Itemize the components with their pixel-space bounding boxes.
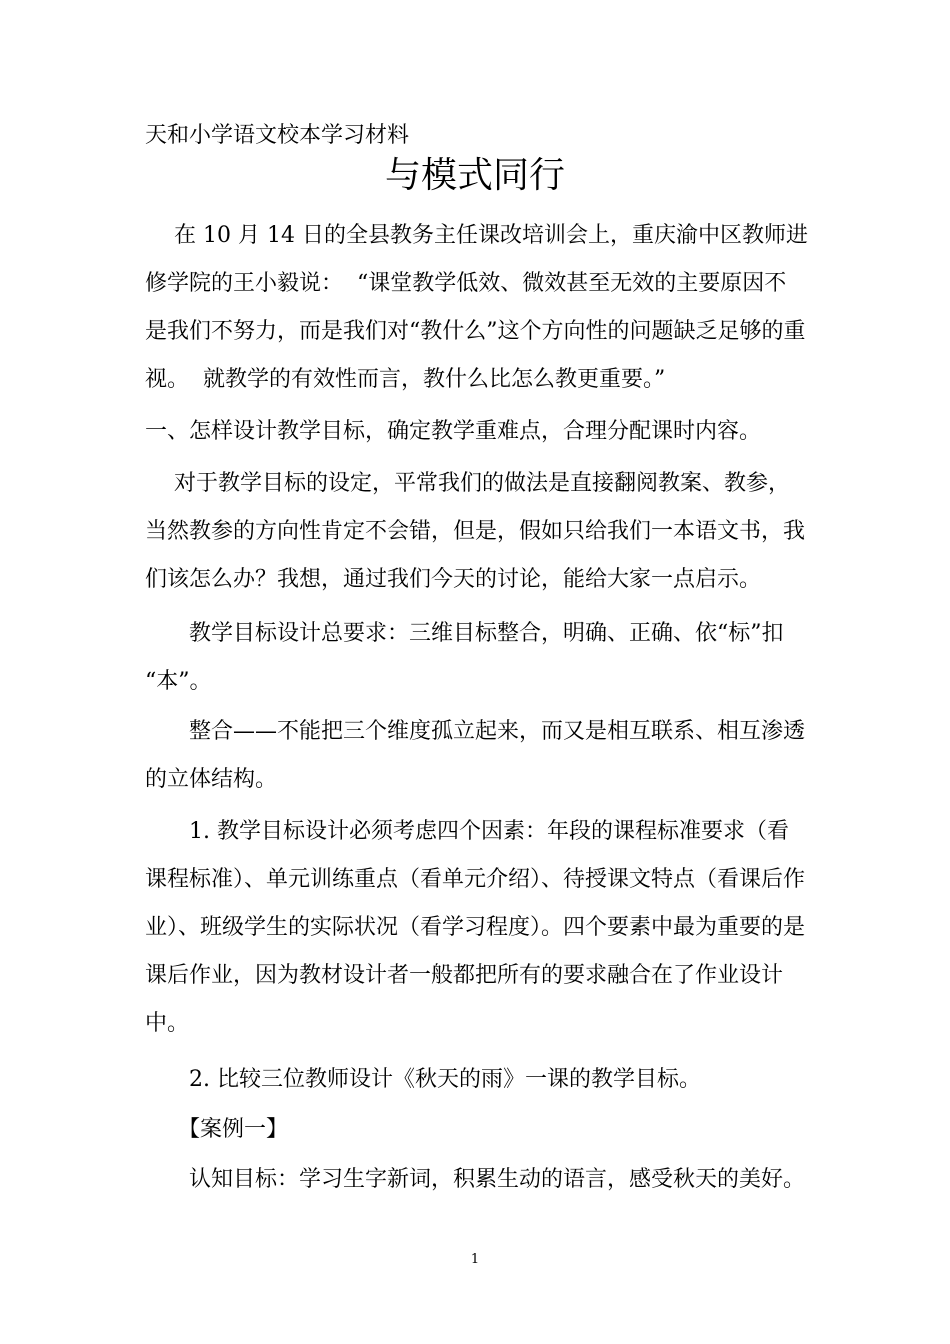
document-title: 与模式同行: [384, 155, 565, 196]
paragraph-line: 中。: [145, 1011, 190, 1036]
paragraph-line: “本”。: [145, 669, 212, 694]
paragraph-line: 教学目标设计总要求：三维目标整合，明确、正确、依“标”扣: [145, 621, 784, 646]
paragraph-line: 2. 比较三位教师设计《秋天的雨》一课的教学目标。: [145, 1067, 701, 1092]
paragraph-line: 视。 就教学的有效性而言，教什么比怎么教更重要。”: [145, 367, 666, 392]
paragraph-line: 课程标准）、单元训练重点（看单元介绍）、待授课文特点（看课后作: [145, 867, 806, 892]
paragraph-general-requirement: [145, 610, 810, 706]
paragraph-line: 1. 教学目标设计必须考虑四个因素：年段的课程标准要求（看: [145, 819, 789, 844]
paragraph-line: 修学院的王小毅说： “课堂教学低效、微效甚至无效的主要原因不: [145, 271, 787, 296]
section-heading-1: [145, 408, 810, 456]
paragraph-line: 当然教参的方向性肯定不会错，但是，假如只给我们一本语文书，我: [145, 519, 806, 544]
paragraph-intro: [145, 212, 810, 404]
paragraph-line: 是我们不努力，而是我们对“教什么”这个方向性的问题缺乏足够的重: [145, 319, 806, 344]
paragraph-objectives-setting: [145, 460, 810, 604]
paragraph-integration: [145, 708, 810, 804]
paragraph-line: 课后作业，因为教材设计者一般都把所有的要求融合在了作业设计: [145, 963, 784, 988]
paragraph-cognitive-goal: [145, 1156, 810, 1204]
document-header: 天和小学语文校本学习材料: [145, 123, 410, 148]
paragraph-line: 认知目标：学习生字新词，积累生动的语言，感受秋天的美好。: [145, 1167, 806, 1192]
paragraph-line: 整合——不能把三个维度孤立起来，而又是相互联系、相互渗透: [145, 719, 806, 744]
paragraph-line: 们该怎么办？我想，通过我们今天的讨论，能给大家一点启示。: [145, 567, 762, 592]
paragraph-line: 在 10 月 14 日的全县教务主任课改培训会上，重庆渝中区教师进: [145, 223, 808, 248]
case-heading: [145, 1106, 810, 1154]
paragraph-compare: [145, 1056, 810, 1104]
paragraph-four-factors: [145, 808, 810, 1048]
paragraph-line: 业）、班级学生的实际状况（看学习程度）。四个要素中最为重要的是: [145, 915, 806, 940]
section-heading-line: 一、怎样设计教学目标，确定教学重难点，合理分配课时内容。: [145, 419, 762, 444]
paragraph-line: 对于教学目标的设定，平常我们的做法是直接翻阅教案、教参，: [145, 471, 790, 496]
case-heading-line: 【案例一】: [145, 1117, 289, 1142]
paragraph-line: 的立体结构。: [145, 767, 278, 792]
page-number: 1: [470, 1252, 480, 1267]
